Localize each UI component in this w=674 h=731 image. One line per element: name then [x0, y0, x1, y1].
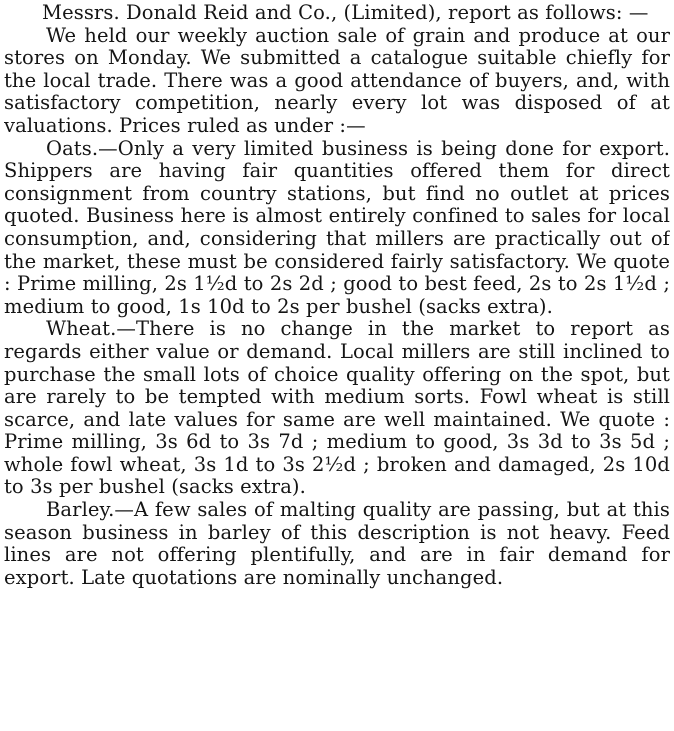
oats-paragraph: Oats.—Only a very limited business is being done for export. Shippers are having fair quantities offered them for direct consignment from country stations, but find no outlet at prices quoted. Business here is almost entirely confined to sales for local consumption, and, considering that millers are practically out of the market, these must be considered fairly satisfactory. We quote : Prime milling, 2s 1½d to 2s 2d ; good to best feed, 2s to 2s 1½d ; medium to good, 1s 10d to 2s per bushel (sacks extra).	[4, 136, 670, 318]
intro-paragraph: Messrs. Donald Reid and Co., (Limited), report as follows: —	[42, 2, 649, 24]
barley-paragraph: Barley.—A few sales of malting quality are passing, but at this season business in barley of this description is not heavy. Feed lines are not offering plentifully, and are in fair demand for export. Late quotations are nominally unchanged.	[4, 498, 670, 589]
newspaper-article	[4, 2, 670, 729]
auction-paragraph: We held our weekly auction sale of grain and produce at our stores on Monday. We submitted a catalogue suitable chiefly for the local trade. There was a good attendance of buyers, and, with satisfactory competition, nearly every lot was disposed of at valuations. Prices ruled as under :—	[4, 23, 670, 137]
wheat-paragraph: Wheat.—There is no change in the market to report as regards either value or demand. Local millers are still inclined to purchase the small lots of choice quality offering on the spot, but are rarely to be tempted with medium sorts. Fowl wheat is still scarce, and late values for same are well maintained. We quote : Prime milling, 3s 6d to 3s 7d ; medium to good, 3s 3d to 3s 5d ; whole fowl wheat, 3s 1d to 3s 2½d ; broken and damaged, 2s 10d to 3s per bushel (sacks extra).	[4, 317, 670, 499]
